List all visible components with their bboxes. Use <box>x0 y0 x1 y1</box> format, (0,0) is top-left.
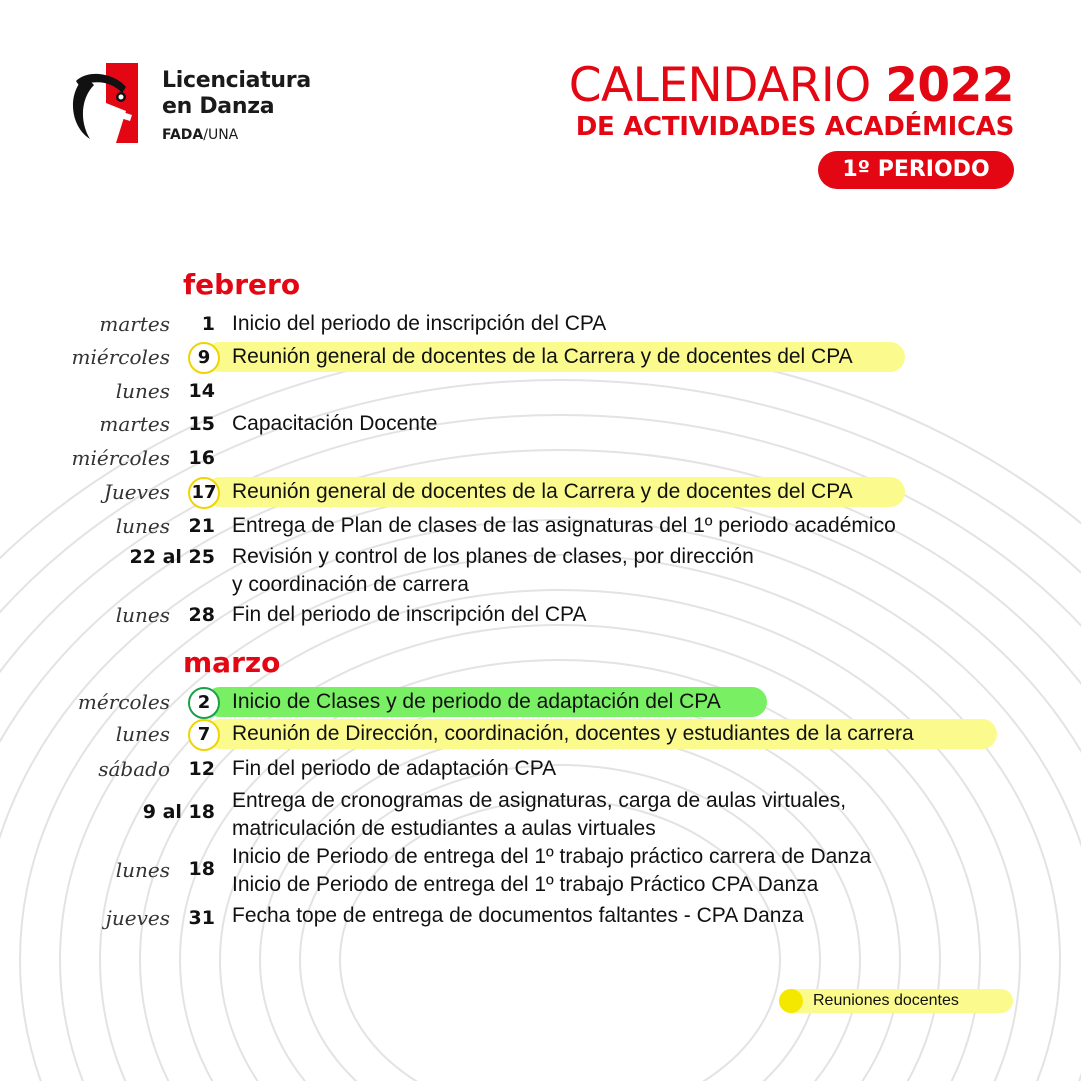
calendar-row <box>0 512 1081 546</box>
brand-sub-rest: /UNA <box>203 127 239 143</box>
calendar-row <box>0 343 1081 377</box>
calendar-row <box>0 720 1081 754</box>
licenciatura-danza-logo <box>66 63 152 143</box>
event-text-line2: Inicio de Periodo de entrega del 1º trabajo Práctico CPA Danza <box>232 873 819 896</box>
calendar-row <box>0 377 1081 411</box>
weekday: jueves <box>105 906 170 930</box>
day-number-circled: 2 <box>188 687 220 719</box>
event-text-line1: Revisión y control de los planes de clases, por dirección <box>232 545 754 568</box>
day-number: 28 <box>188 604 215 626</box>
day-number: 15 <box>188 413 215 435</box>
calendar-row <box>0 787 1081 845</box>
title-year: 2022 <box>885 58 1014 113</box>
weekday: Jueves <box>103 480 170 504</box>
event-text-line2: y coordinación de carrera <box>232 573 469 596</box>
event-text: Fin del periodo de inscripción del CPA <box>232 603 587 626</box>
day-number-circled: 9 <box>188 342 220 374</box>
calendar-row <box>0 444 1081 478</box>
weekday: miércoles <box>71 446 170 470</box>
calendar-row <box>0 688 1081 722</box>
calendar-row <box>0 902 1081 936</box>
period-badge: 1º PERIODO <box>818 151 1014 189</box>
calendar-row <box>0 310 1081 344</box>
event-text <box>232 543 754 599</box>
event-text: Reunión general de docentes de la Carrera y de docentes del CPA <box>232 345 853 368</box>
day-number-circled: 17 <box>188 477 220 509</box>
brand-line-2: en Danza <box>162 94 275 119</box>
event-text <box>232 843 871 899</box>
calendar-row <box>0 601 1081 635</box>
day-number: 31 <box>188 907 215 929</box>
weekday: lunes <box>115 858 170 882</box>
weekday: mércoles <box>77 690 170 714</box>
legend-label: Reuniones docentes <box>813 992 959 1009</box>
weekday: martes <box>99 312 170 336</box>
event-text-line2: matriculación de estudiantes a aulas virtuales <box>232 817 656 840</box>
day-number: 18 <box>188 858 215 880</box>
day-number: 14 <box>188 380 215 402</box>
weekday: sábado <box>98 757 170 781</box>
calendar-row <box>0 843 1081 901</box>
calendar-row <box>0 478 1081 512</box>
page-subtitle: DE ACTIVIDADES ACADÉMICAS <box>575 112 1014 142</box>
event-text: Inicio del periodo de inscripción del CPA <box>232 312 607 335</box>
brand-sub <box>162 127 238 143</box>
day-number: 1 <box>201 313 215 335</box>
day-number: 16 <box>188 447 215 469</box>
calendar-row <box>0 755 1081 789</box>
event-text: Reunión de Dirección, coordinación, docentes y estudiantes de la carrera <box>232 722 914 745</box>
event-text: Reunión general de docentes de la Carrera y de docentes del CPA <box>232 480 853 503</box>
event-text-line1: Inicio de Periodo de entrega del 1º trabajo práctico carrera de Danza <box>232 845 872 868</box>
weekday: miércoles <box>71 345 170 369</box>
calendar-row <box>0 410 1081 444</box>
weekday: lunes <box>115 722 170 746</box>
legend-dot <box>779 989 803 1013</box>
event-text: Fin del periodo de adaptación CPA <box>232 757 557 780</box>
day-range: 22 al 25 <box>129 546 215 568</box>
brand-sub-bold: FADA <box>162 127 204 143</box>
page-title <box>569 56 1014 116</box>
event-text: Capacitación Docente <box>232 412 438 435</box>
brand-line-1: Licenciatura <box>162 68 311 93</box>
month-heading-febrero: febrero <box>183 268 301 301</box>
legend <box>779 989 1013 1013</box>
weekday: lunes <box>115 514 170 538</box>
weekday: martes <box>99 412 170 436</box>
event-text-line1: Entrega de cronogramas de asignaturas, carga de aulas virtuales, <box>232 789 847 812</box>
calendar-row <box>0 543 1081 601</box>
event-text <box>232 787 846 843</box>
day-number-circled: 7 <box>188 719 220 751</box>
day-range: 9 al 18 <box>142 801 215 823</box>
event-text: Fecha tope de entrega de documentos faltantes - CPA Danza <box>232 904 804 927</box>
month-heading-marzo: marzo <box>183 646 281 679</box>
weekday: lunes <box>115 603 170 627</box>
weekday: lunes <box>115 379 170 403</box>
day-number: 12 <box>188 758 215 780</box>
title-main: CALENDARIO <box>568 58 871 113</box>
event-text: Entrega de Plan de clases de las asignaturas del 1º periodo académico <box>232 514 896 537</box>
event-text: Inicio de Clases y de periodo de adaptación del CPA <box>232 690 721 713</box>
day-number: 21 <box>188 515 215 537</box>
